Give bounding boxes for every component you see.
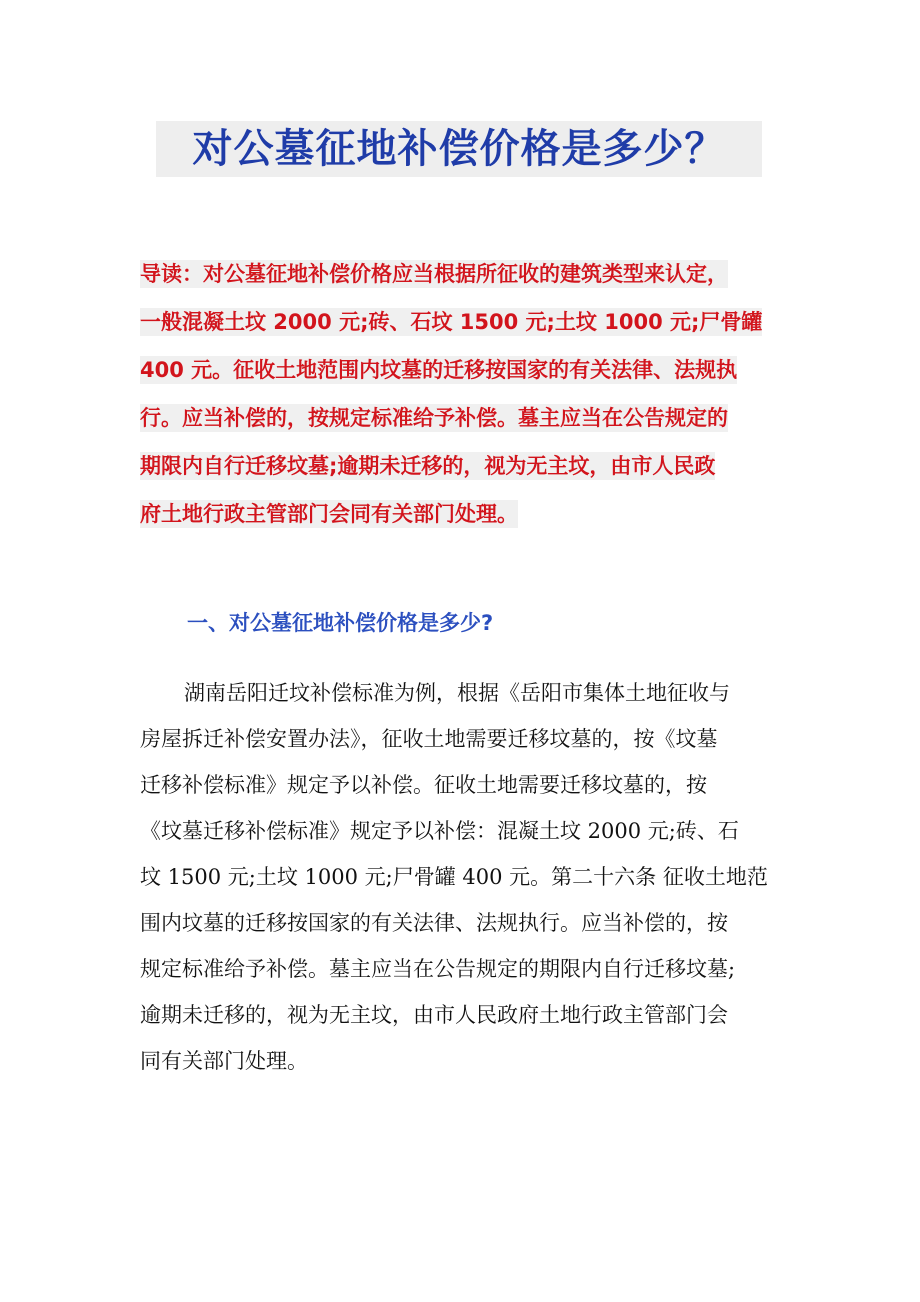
section-heading: 一、对公墓征地补偿价格是多少?	[187, 611, 494, 635]
body-line: 同有关部门处理。	[140, 1049, 308, 1073]
intro-line: 400 元。征收土地范围内坟墓的迁移按国家的有关法律、法规执	[140, 358, 738, 382]
title-highlight	[156, 121, 762, 177]
intro-line: 期限内自行迁移坟墓;逾期未迁移的，视为无主坟，由市人民政	[140, 454, 716, 478]
intro-line: 府土地行政主管部门会同有关部门处理。	[140, 502, 518, 526]
body-line: 《坟墓迁移补偿标准》规定予以补偿：混凝土坟 2000 元;砖、石	[140, 819, 739, 843]
body-line: 围内坟墓的迁移按国家的有关法律、法规执行。应当补偿的，按	[140, 911, 728, 935]
intro-paragraph	[140, 250, 785, 538]
body-line: 规定标准给予补偿。墓主应当在公告规定的期限内自行迁移坟墓;	[140, 957, 736, 981]
body-line: 逾期未迁移的，视为无主坟，由市人民政府土地行政主管部门会	[140, 1003, 728, 1027]
page-title: 对公墓征地补偿价格是多少？	[192, 126, 726, 172]
body-line: 迁移补偿标准》规定予以补偿。征收土地需要迁移坟墓的，按	[140, 773, 707, 797]
body-paragraph	[140, 670, 785, 1084]
body-line: 湖南岳阳迁坟补偿标准为例，根据《岳阳市集体土地征收与	[184, 681, 730, 705]
body-line: 房屋拆迁补偿安置办法》，征收土地需要迁移坟墓的，按《坟墓	[140, 727, 718, 751]
body-line: 坟 1500 元;土坟 1000 元;尸骨罐 400 元。第二十六条 征收土地范	[140, 865, 768, 889]
intro-line: 行。应当补偿的，按规定标准给予补偿。墓主应当在公告规定的	[140, 406, 728, 430]
intro-line: 一般混凝土坟 2000 元;砖、石坟 1500 元;土坟 1000 元;尸骨罐	[140, 310, 763, 334]
intro-line: 导读：对公墓征地补偿价格应当根据所征收的建筑类型来认定，	[140, 262, 728, 286]
